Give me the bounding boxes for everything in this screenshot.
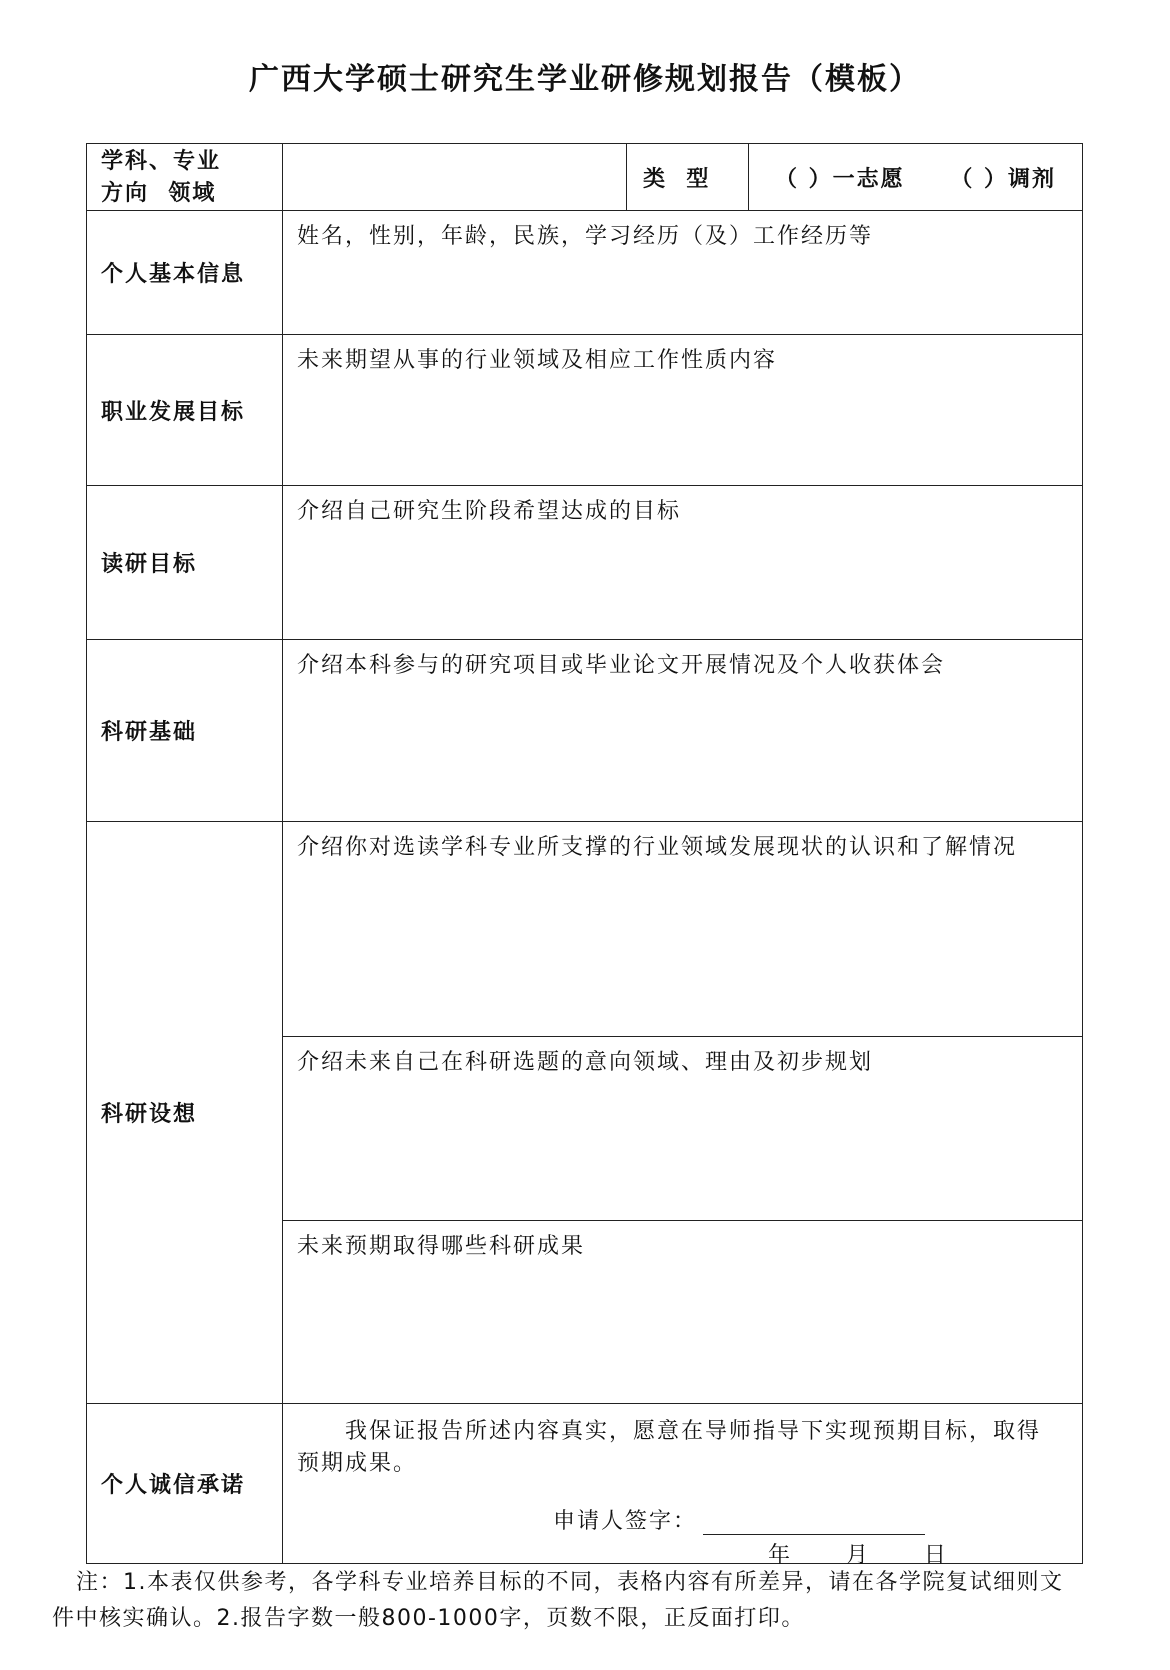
signature-line[interactable] [703, 1508, 925, 1535]
study-goal-label: 读研目标 [87, 486, 283, 640]
option-first-choice[interactable]: （ ）一志愿 [774, 166, 905, 192]
career-goal-label: 职业发展目标 [87, 335, 283, 486]
study-goal-row [87, 486, 1083, 640]
footnote-line-2: 件中核实确认。2.报告字数一般800-1000字，页数不限，正反面打印。 [52, 1606, 805, 1631]
signature-date: 年 月 日 [768, 1543, 948, 1568]
research-foundation-label: 科研基础 [87, 640, 283, 822]
integrity-statement: 我保证报告所述内容真实，愿意在导师指导下实现预期目标，取得预期成果。 [297, 1419, 1042, 1476]
research-foundation-field[interactable]: 介绍本科参与的研究项目或毕业论文开展情况及个人收获体会 [283, 640, 1083, 822]
research-plan-row-1 [87, 822, 1083, 1037]
signature-area [553, 1504, 925, 1535]
basic-info-row [87, 211, 1083, 335]
integrity-field [283, 1404, 1083, 1568]
basic-info-field[interactable]: 姓名，性别，年龄，民族，学习经历（及）工作经历等 [283, 211, 1083, 335]
research-plan-field-3[interactable]: 未来预期取得哪些科研成果 [283, 1221, 1083, 1404]
footnote-line-1: 注：1.本表仅供参考，各学科专业培养目标的不同，表格内容有所差异，请在各学院复试细则文 [76, 1570, 1064, 1595]
type-choices [749, 144, 1083, 211]
page-title: 广西大学硕士研究生学业研修规划报告（模板） [249, 62, 921, 97]
subject-label-line1: 学科、专业 [101, 149, 222, 174]
subject-row [87, 144, 1083, 211]
research-foundation-row [87, 640, 1083, 822]
basic-info-label: 个人基本信息 [87, 211, 283, 335]
integrity-label: 个人诚信承诺 [87, 1404, 283, 1564]
research-plan-label: 科研设想 [87, 822, 283, 1404]
subject-label [87, 144, 283, 211]
career-goal-field[interactable]: 未来期望从事的行业领域及相应工作性质内容 [283, 335, 1083, 486]
study-goal-field[interactable]: 介绍自己研究生阶段希望达成的目标 [283, 486, 1083, 640]
research-plan-field-1[interactable]: 介绍你对选读学科专业所支撑的行业领域发展现状的认识和了解情况 [283, 822, 1083, 1037]
subject-value-field[interactable] [283, 144, 627, 211]
integrity-row [87, 1404, 1083, 1564]
career-goal-row [87, 335, 1083, 486]
research-plan-field-2[interactable]: 介绍未来自己在科研选题的意向领域、理由及初步规划 [283, 1037, 1083, 1221]
footnote [52, 1565, 1122, 1637]
type-label: 类 型 [627, 144, 749, 211]
option-adjustment[interactable]: （ ）调剂 [950, 166, 1056, 192]
planning-form [86, 143, 1083, 1568]
subject-label-line2: 方向 领域 [101, 181, 217, 206]
signature-label: 申请人签字： [553, 1509, 698, 1534]
